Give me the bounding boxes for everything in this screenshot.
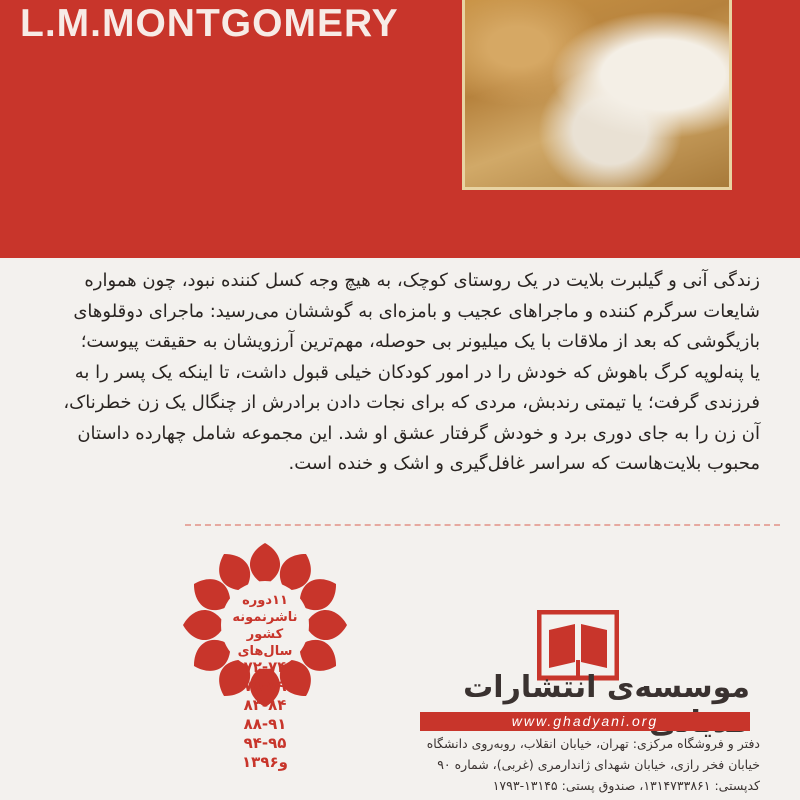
award-year: ۹۴-۹۵ xyxy=(243,734,287,752)
award-years xyxy=(180,658,350,772)
description-line: شایعات سرگرم کننده و ماجراهای عجیب و بامزه‌ای به گوششان می‌رسید: ماجرای دوقلوهای xyxy=(73,300,760,322)
award-line: ناشرنمونه xyxy=(232,610,298,625)
award-line: ۱۱دوره xyxy=(242,593,288,608)
cover-top-band xyxy=(0,0,800,258)
award-line: کشور xyxy=(246,627,284,642)
publisher-url: www.ghadyani.org xyxy=(420,712,750,731)
description-line: بازیگوشی که بعد از ملاقات با یک میلیونر بی حوصله، مهم‌ترین آرزویشان به حقیقت پیوست؛ xyxy=(80,331,760,352)
publisher-address xyxy=(380,733,760,796)
dashed-divider xyxy=(185,524,780,526)
award-year: ۸۸-۹۱ xyxy=(243,715,287,733)
description-line: محبوب بلایت‌هاست که سراسر غافل‌گیری و اشک و خنده است. xyxy=(288,453,760,474)
book-description xyxy=(40,266,760,480)
cover-photo xyxy=(462,0,732,190)
award-year: ۷۲-۷۴ xyxy=(243,658,287,676)
description-line: زندگی آنی و گیلبرت بلایت در یک روستای کوچک، به هیچ وجه کسل کننده نبود، چون همواره xyxy=(84,270,760,291)
award-year: و۱۳۹۶ xyxy=(242,753,288,771)
publisher-name: موسسه‌ی انتشارات xyxy=(463,670,750,705)
award-line: سال‌های xyxy=(237,644,293,659)
description-line: آن زن را به جای دوری برد و خودش گرفتار عشق او شد. این مجموعه شامل چهارده داستان xyxy=(77,422,760,444)
description-line: یا پنه‌لوپه کرگ باهوش که خودش را در امور کودکان خیلی قبول داشت، تا اینکه یک پسر را به xyxy=(74,361,760,383)
author-name: L.M.MONTGOMERY xyxy=(20,2,399,45)
address-line: دفتر و فروشگاه مرکزی: تهران، خیابان انقلاب، روبه‌روی دانشگاه xyxy=(426,736,760,751)
address-line: خیابان فخر رازی، خیابان شهدای ژاندارمری (غربی)، شماره ۹۰ xyxy=(437,757,760,772)
award-year: ۸۳-۸۴ xyxy=(243,696,287,714)
description-line: فرزندی گرفت؛ یا تیمتی رندبش، مردی که برای نجات دادن برادرش از چنگال یک زن خطرناک، xyxy=(63,392,760,413)
award-year: ۷۸-۷۹ xyxy=(243,677,287,695)
award-text xyxy=(180,592,350,660)
award-badge xyxy=(180,540,350,770)
address-line: کدپستی: ۱۳۱۴۷۳۳۸۶۱، صندوق پستی: ۱۳۱۴۵-۱۷۹۳ xyxy=(492,778,760,793)
